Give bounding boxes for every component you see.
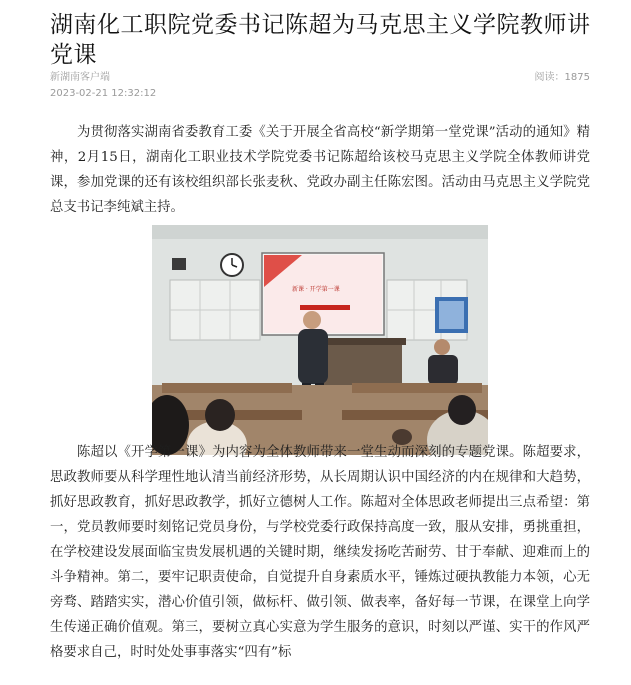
article-paragraph-2: 陈超以《开学第一课》为内容为全体教师带来一堂生动而深刻的专题党课。陈超要求，思政教师要从科学理性地认清当前经济形势，从长周期认识中国经济的内在规律和大趋势，抓好思政教育，抓好思政教学，抓好立德树人工作。陈超对全体思政老师提出三点希望：第一，党员教师要时刻铭记党员身份，与学校党委行政保持高度一致，服从安排，勇挑重担，在学校建设发展面临宝贵发展机遇的关键时期，继续发扬吃苦耐劳、甘于奉献、迎难而上的斗争精神。第二，要牢记职责使命，自觉提升自身素质水平，锤炼过硬执教能力本领，心无旁骛、踏踏实实，潜心价值引领，做标杆、做引领、做表率，备好每一节课，在课堂上向学生传递正确价值观。第三，要树立真心实意为学生服务的意识，时刻以严谨、实干的作风严格要求自己，时时处处事事落实“四有”标 (50, 445, 590, 660)
publish-datetime: 2023-02-21 12:32:12 (50, 88, 157, 99)
view-count: 阅读：1875 (534, 72, 590, 83)
article-source[interactable]: 新湖南客户端 (50, 72, 110, 83)
article-paragraph-1: 为贯彻落实湖南省委教育工委《关于开展全省高校“新学期第一堂党课”活动的通知》精神，2月15日，湖南化工职业技术学院党委书记陈超给该校马克思主义学院全体教师讲党课，参加党课的还有该校组织部长张麦秋、党政办副主任陈宏图。活动由马克思主义学院党总支书记李纯斌主持。 (50, 125, 590, 215)
article-meta (50, 70, 590, 102)
article-title: 湖南化工职院党委书记陈超为马克思主义学院教师讲党课 (50, 12, 591, 68)
article-photo (152, 225, 488, 455)
svg-text:新课 · 开学第一课: 新课 · 开学第一课 (292, 286, 340, 293)
